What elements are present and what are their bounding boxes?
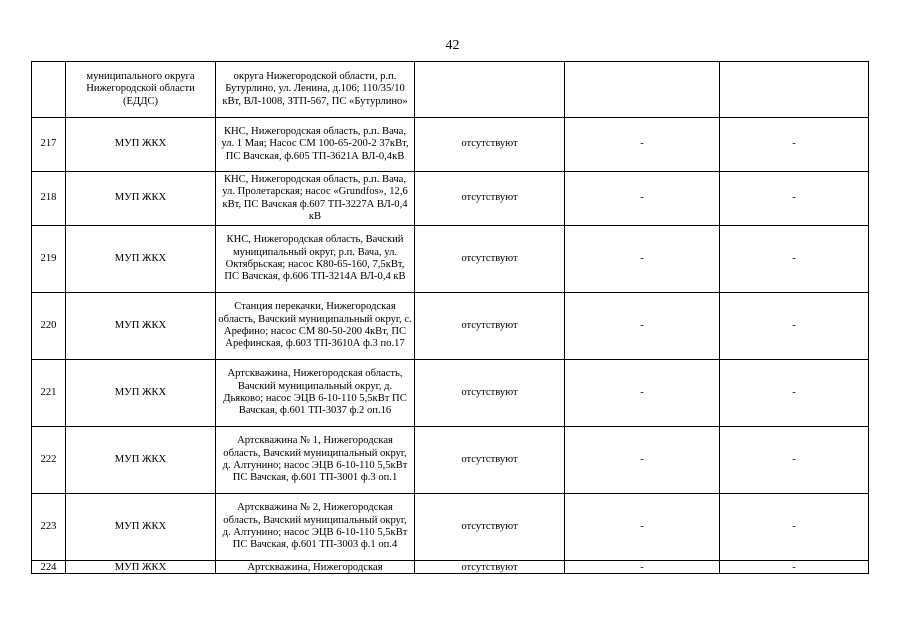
col5-cell: - — [565, 494, 720, 561]
col6-cell: - — [720, 427, 869, 494]
table-row — [32, 172, 869, 226]
table-row — [32, 118, 869, 172]
col5-cell: - — [565, 172, 720, 226]
address-cell: Артскважина № 1, Нижегородская область, Вачский муниципальный округ, д. Алтунино; насос ЭЦВ 6-10-110 5,5кВт ПС Вачская, ф.601 ТП-3001 ф.3 оп.1 — [216, 427, 415, 494]
table-row — [32, 226, 869, 293]
address-cell: Артскважина № 2, Нижегородская область, Вачский муниципальный округ, д. Алтунино; насос ЭЦВ 6-10-110 5,5кВт ПС Вачская, ф.601 ТП-3003 ф.1 оп.4 — [216, 494, 415, 561]
organization-cell: МУП ЖКХ — [66, 226, 216, 293]
row-number: 223 — [32, 494, 66, 561]
organization-cell: МУП ЖКХ — [66, 118, 216, 172]
status-cell: отсутствуют — [415, 172, 565, 226]
table-row — [32, 360, 869, 427]
row-number: 217 — [32, 118, 66, 172]
organization-cell: МУП ЖКХ — [66, 427, 216, 494]
row-number: 221 — [32, 360, 66, 427]
organization-cell: МУП ЖКХ — [66, 360, 216, 427]
status-cell: отсутствуют — [415, 561, 565, 574]
col6-cell: - — [720, 293, 869, 360]
row-number — [32, 62, 66, 118]
col5-cell: - — [565, 118, 720, 172]
organization-cell: муниципального округа Нижегородской области (ЕДДС) — [66, 62, 216, 118]
organization-cell: МУП ЖКХ — [66, 293, 216, 360]
col6-cell: - — [720, 226, 869, 293]
col6-cell: - — [720, 118, 869, 172]
address-cell: Артскважина, Нижегородская — [216, 561, 415, 574]
col5-cell: - — [565, 360, 720, 427]
col5-cell: - — [565, 427, 720, 494]
row-number: 219 — [32, 226, 66, 293]
address-cell: КНС, Нижегородская область, р.п. Вача, ул. 1 Мая; Насос СМ 100-65-200-2 37кВт, ПС Вачская, ф.605 ТП-3621А ВЛ-0,4кВ — [216, 118, 415, 172]
table-row — [32, 293, 869, 360]
col5-cell: - — [565, 226, 720, 293]
table-row — [32, 561, 869, 574]
col5-cell: - — [565, 293, 720, 360]
table-row — [32, 427, 869, 494]
row-number: 220 — [32, 293, 66, 360]
address-cell: Станция перекачки, Нижегородская область, Вачский муниципальный округ, с. Арефино; насос СМ 80-50-200 4кВт, ПС Арефинская, ф.603 ТП-3610А ф.3 по.17 — [216, 293, 415, 360]
row-number: 222 — [32, 427, 66, 494]
status-cell: отсутствуют — [415, 360, 565, 427]
col6-cell: - — [720, 494, 869, 561]
col5-cell: - — [565, 561, 720, 574]
col6-cell: - — [720, 561, 869, 574]
address-cell: КНС, Нижегородская область, Вачский муниципальный округ, р.п. Вача, ул. Октябрьская; насос К80-65-160, 7,5кВт, ПС Вачская, ф.606 ТП-3214А ВЛ-0,4 кВ — [216, 226, 415, 293]
col6-cell: - — [720, 172, 869, 226]
status-cell: отсутствуют — [415, 427, 565, 494]
col5-cell — [565, 62, 720, 118]
organization-cell: МУП ЖКХ — [66, 494, 216, 561]
row-number: 224 — [32, 561, 66, 574]
data-table — [31, 61, 869, 574]
table-row — [32, 494, 869, 561]
col6-cell — [720, 62, 869, 118]
address-cell: Артскважина, Нижегородская область, Вачский муниципальный округ, д. Дьяково; насос ЭЦВ 6-10-110 5,5кВт ПС Вачская, ф.601 ТП-3037 ф.2 оп.16 — [216, 360, 415, 427]
address-cell: округа Нижегородской области, р.п. Бутурлино, ул. Ленина, д.106; 110/35/10 кВт, ВЛ-1008, ЗТП-567, ПС «Бутурлино» — [216, 62, 415, 118]
col6-cell: - — [720, 360, 869, 427]
status-cell — [415, 62, 565, 118]
organization-cell: МУП ЖКХ — [66, 172, 216, 226]
row-number: 218 — [32, 172, 66, 226]
status-cell: отсутствуют — [415, 293, 565, 360]
table-row — [32, 62, 869, 118]
organization-cell: МУП ЖКХ — [66, 561, 216, 574]
page-number: 42 — [445, 38, 460, 53]
status-cell: отсутствуют — [415, 226, 565, 293]
status-cell: отсутствуют — [415, 494, 565, 561]
address-cell: КНС, Нижегородская область, р.п. Вача, ул. Пролетарская; насос «Grundfos», 12,6 кВт, ПС Вачская ф.607 ТП-3227А ВЛ-0,4 кВ — [216, 172, 415, 226]
status-cell: отсутствуют — [415, 118, 565, 172]
